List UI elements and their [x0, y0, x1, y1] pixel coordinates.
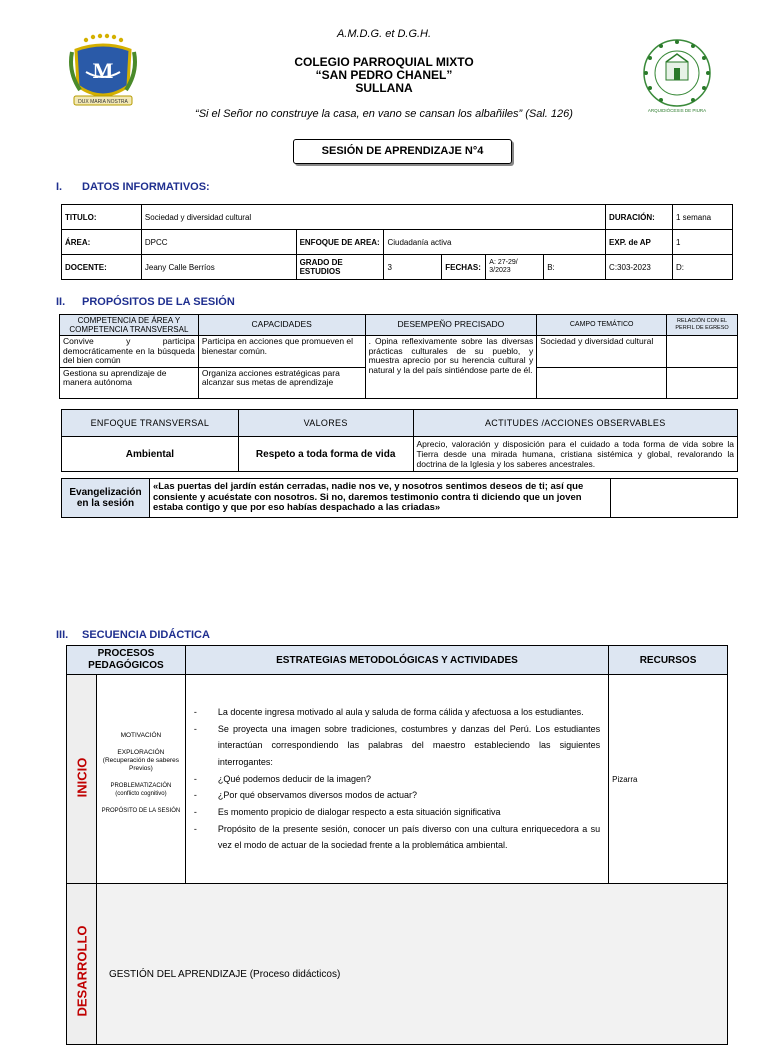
desarrollo-content	[96, 884, 727, 1045]
col-valores: VALORES	[238, 410, 413, 437]
titulo-value: Sociedad y diversidad cultural	[141, 205, 605, 230]
inicio-subprocesos	[96, 675, 185, 884]
evangelizacion-label: Evangelización en la sesión	[62, 479, 150, 518]
col-actitudes: ACTITUDES /ACCIONES OBSERVABLES	[413, 410, 737, 437]
grado-value: 3	[384, 255, 442, 280]
sub-problematizacion: PROBLEMATIZACIÓN (conflicto cognitivo)	[110, 783, 172, 797]
fecha-b: B:	[544, 255, 606, 280]
evangelizacion-table	[61, 478, 738, 518]
actitud-value: Aprecio, valoración y disposición para el cuidado a toda forma de vida sobre la Tierra desde una mirada humana, cristiana sistémica y global, revalorando la doctrina de la Iglesia y los saberes ancestrales.	[413, 437, 737, 472]
phase-inicio	[67, 675, 97, 884]
col-perfil: RELACIÓN CON EL PERFIL DE EGRESO	[667, 315, 738, 336]
exp-label: EXP. de AP	[606, 230, 673, 255]
activity-item: - La docente ingresa motivado al aula y saluda de forma cálida y afectuosa a los estudiantes.	[190, 704, 600, 721]
phase-desarrollo	[67, 884, 97, 1045]
titulo-label: TITULO:	[62, 205, 142, 230]
activity-list	[190, 704, 600, 854]
docente-value: Jeany Calle Berríos	[141, 255, 296, 280]
secuencia-table	[66, 645, 728, 1045]
bible-quote: “Si el Señor no construye la casa, en vano se cansan los albañiles” (Sal. 126)	[195, 108, 573, 120]
duracion-value: 1 semana	[673, 205, 733, 230]
area-value: DPCC	[141, 230, 296, 255]
fecha-c: C:303-2023	[606, 255, 673, 280]
evangelizacion-text: «Las puertas del jardín están cerradas, nadie nos ve, y nosotros sentimos deseos de ti; así que consiente y acuéstate con nosotros. Si no, daremos testimonio contra ti diciendo que un joven estaba contigo y que por eso habías despachado a las criadas»	[149, 479, 610, 518]
sub-exploracion: EXPLORACIÓN (Recuperación de saberes Previos)	[102, 749, 180, 773]
col-desempeno: DESEMPEÑO PRECISADO	[365, 315, 537, 336]
datos-informativos-table	[61, 204, 733, 280]
propositos-table	[59, 314, 738, 399]
enfoque-table	[61, 409, 738, 472]
recurso-inicio: Pizarra	[609, 675, 728, 884]
enfoque-value: Ciudadanía activa	[384, 230, 606, 255]
sub-motivacion: MOTIVACIÓN	[120, 732, 162, 740]
svg-text:M: M	[92, 58, 114, 83]
valor-value: Respeto a toda forma de vida	[238, 437, 413, 472]
exp-value: 1	[673, 230, 733, 255]
fechas-label: FECHAS:	[442, 255, 486, 280]
activity-item: - Se proyecta una imagen sobre tradiciones, costumbres y danzas del Perú. Los estudiantes interactúan correspondiendo las palabras del maestro estableciendo las siguientes interrogantes:	[190, 721, 600, 771]
campo-2	[537, 367, 667, 398]
enfoque-value: Ambiental	[62, 437, 239, 472]
session-title: SESIÓN DE APRENDIZAJE N°4	[293, 139, 512, 164]
col-capacidades: CAPACIDADES	[198, 315, 365, 336]
desempeno-precisado: . Opina reflexivamente sobre las diversas prácticas culturales de su pueblo, y muestra aprecio por su herencia cultural y natural y la del país sintiéndose parte de él.	[365, 336, 537, 399]
col-recursos: RECURSOS	[609, 646, 728, 675]
activity-item: - ¿Por qué observamos diversos modos de actuar?	[190, 787, 600, 804]
fecha-d: D:	[673, 255, 733, 280]
activity-item: - Es momento propicio de dialogar respecto a esta situación significativa	[190, 804, 600, 821]
section-2-title: II. PROPÓSITOS DE LA SESIÓN	[56, 296, 235, 308]
competencia-2: Gestiona su aprendizaje de manera autónoma	[60, 367, 199, 398]
col-estrategias: ESTRATEGIAS METODOLÓGICAS Y ACTIVIDADES	[185, 646, 608, 675]
svg-text:ARQUIDIÓCESIS DE PIURA: ARQUIDIÓCESIS DE PIURA	[647, 108, 707, 113]
perfil-1	[667, 336, 738, 368]
desarrollo-label: DESARROLLO	[74, 925, 90, 1017]
perfil-2	[667, 367, 738, 398]
evangelizacion-extra	[611, 479, 738, 518]
area-label: ÁREA:	[62, 230, 142, 255]
docente-label: DOCENTE:	[62, 255, 142, 280]
col-procesos: PROCESOS PEDAGÓGICOS	[67, 646, 186, 675]
fechas-value: A: 27-29/ 3/2023	[486, 255, 544, 280]
campo-tematico: Sociedad y diversidad cultural	[537, 336, 667, 368]
activity-item: - Propósito de la presente sesión, conocer un país diverso con una cultura enriquecedora a su vez el modo de actuar de la sociedad frente a la problemática ambiental.	[190, 821, 600, 854]
enfoque-label: ENFOQUE DE AREA:	[296, 230, 384, 255]
grado-label: GRADO DE ESTUDIOS	[296, 255, 384, 280]
col-competencia: COMPETENCIA DE ÁREA Y COMPETENCIA TRANSVERSAL	[60, 315, 199, 336]
svg-text:DUX MARIA NOSTRA: DUX MARIA NOSTRA	[78, 99, 128, 105]
motto: A.M.D.G. et D.G.H.	[336, 28, 432, 40]
activity-item: - ¿Qué podemos deducir de la imagen?	[190, 771, 600, 788]
school-name: COLEGIO PARROQUIAL MIXTO “SAN PEDRO CHANEL” SULLANA	[294, 55, 474, 95]
inicio-actividades	[185, 675, 608, 884]
capacidad-1: Participa en acciones que promueven el bienestar común.	[198, 336, 365, 368]
competencia-1: Convive y participa democráticamente en la búsqueda del bien común	[60, 336, 199, 368]
duracion-label: DURACIÓN:	[606, 205, 673, 230]
sub-proposito: PROPÓSITO DE LA SESIÓN	[101, 808, 181, 815]
col-campo: CAMPO TEMÁTICO	[537, 315, 667, 336]
col-enfoque-transversal: ENFOQUE TRANSVERSAL	[62, 410, 239, 437]
inicio-label: INICIO	[74, 757, 90, 798]
section-1-title: I. DATOS INFORMATIVOS:	[56, 181, 210, 193]
gestion-text: GESTIÓN DEL APRENDIZAJE (Proceso didácticos)	[108, 968, 341, 980]
section-3-title: III. SECUENCIA DIDÁCTICA	[56, 629, 210, 641]
capacidad-2: Organiza acciones estratégicas para alcanzar sus metas de aprendizaje	[198, 367, 365, 398]
